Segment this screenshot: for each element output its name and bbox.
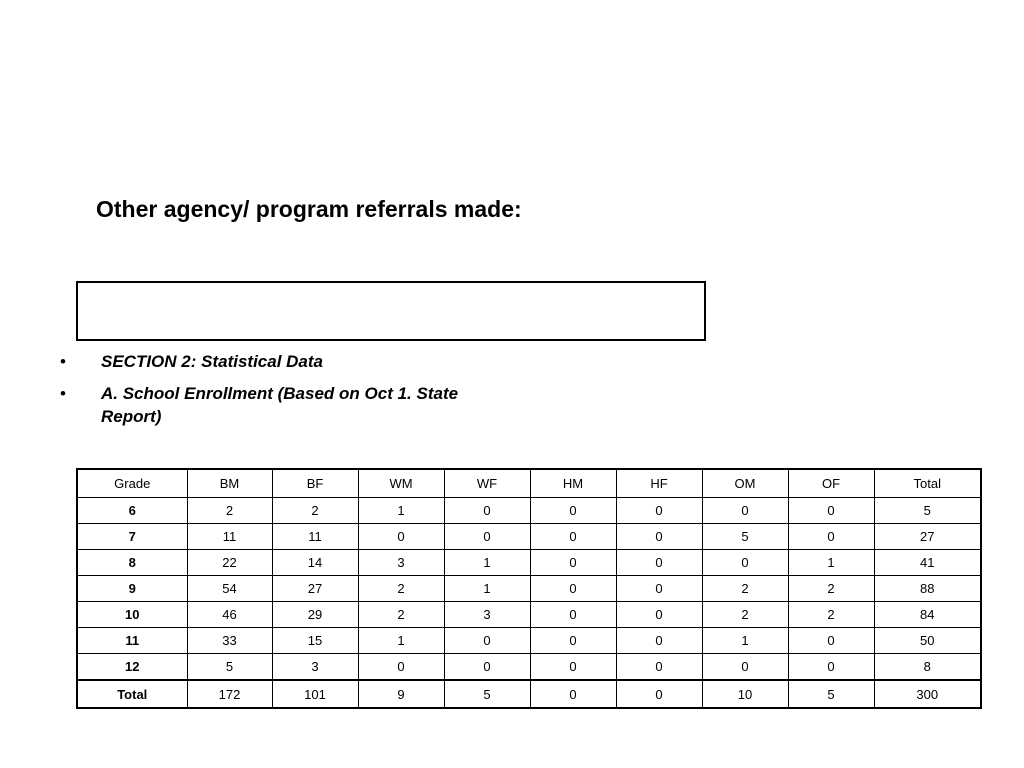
table-cell: 0 bbox=[530, 524, 616, 550]
table-cell: 5 bbox=[874, 498, 981, 524]
table-cell: 0 bbox=[530, 654, 616, 681]
table-cell: 2 bbox=[788, 576, 874, 602]
table-cell: 0 bbox=[616, 524, 702, 550]
referrals-box bbox=[76, 281, 706, 341]
table-cell: 2 bbox=[358, 576, 444, 602]
table-cell: 0 bbox=[530, 680, 616, 708]
table-cell: 0 bbox=[702, 498, 788, 524]
column-header: OF bbox=[788, 469, 874, 498]
bullet-marker: • bbox=[60, 384, 66, 403]
table-cell: 84 bbox=[874, 602, 981, 628]
row-header-cell: 11 bbox=[77, 628, 187, 654]
table-cell: 0 bbox=[616, 680, 702, 708]
table-cell: 0 bbox=[616, 498, 702, 524]
table-cell: 11 bbox=[272, 524, 358, 550]
column-header: HM bbox=[530, 469, 616, 498]
table-cell: 2 bbox=[187, 498, 272, 524]
table-cell: 0 bbox=[616, 654, 702, 681]
table-cell: 54 bbox=[187, 576, 272, 602]
table-cell: 41 bbox=[874, 550, 981, 576]
table-cell: 1 bbox=[444, 550, 530, 576]
table-row bbox=[77, 550, 981, 576]
table-cell: 0 bbox=[444, 654, 530, 681]
table-cell: 29 bbox=[272, 602, 358, 628]
column-header: OM bbox=[702, 469, 788, 498]
table-cell: 27 bbox=[874, 524, 981, 550]
table-cell: 3 bbox=[272, 654, 358, 681]
table-cell: 3 bbox=[444, 602, 530, 628]
table-cell: 0 bbox=[616, 550, 702, 576]
table-row bbox=[77, 654, 981, 681]
table-cell: 172 bbox=[187, 680, 272, 708]
bullet-marker: • bbox=[60, 352, 66, 371]
table-cell: 5 bbox=[702, 524, 788, 550]
table-cell: 5 bbox=[444, 680, 530, 708]
table-cell: 0 bbox=[788, 524, 874, 550]
table-cell: 0 bbox=[358, 524, 444, 550]
table-cell: 3 bbox=[358, 550, 444, 576]
table-row bbox=[77, 628, 981, 654]
table-cell: 0 bbox=[444, 498, 530, 524]
bullet-section-2 bbox=[60, 350, 461, 373]
table-total-row bbox=[77, 680, 981, 708]
column-header: BF bbox=[272, 469, 358, 498]
table-cell: 9 bbox=[358, 680, 444, 708]
table-cell: 0 bbox=[788, 654, 874, 681]
table-cell: 2 bbox=[358, 602, 444, 628]
row-header-cell: 8 bbox=[77, 550, 187, 576]
enrollment-table bbox=[76, 468, 982, 709]
table-cell: 1 bbox=[358, 498, 444, 524]
table-cell: 0 bbox=[530, 576, 616, 602]
table-cell: 15 bbox=[272, 628, 358, 654]
table-cell: 300 bbox=[874, 680, 981, 708]
row-header-cell: 12 bbox=[77, 654, 187, 681]
table-cell: 0 bbox=[702, 654, 788, 681]
column-header: Grade bbox=[77, 469, 187, 498]
table-cell: 0 bbox=[530, 628, 616, 654]
page-heading: Other agency/ program referrals made: bbox=[96, 196, 522, 222]
table-cell: 11 bbox=[187, 524, 272, 550]
table-cell: 101 bbox=[272, 680, 358, 708]
table-cell: 2 bbox=[272, 498, 358, 524]
table-cell: 0 bbox=[788, 628, 874, 654]
table-cell: 5 bbox=[187, 654, 272, 681]
table-cell: 8 bbox=[874, 654, 981, 681]
table-cell: 46 bbox=[187, 602, 272, 628]
table-cell: 2 bbox=[702, 602, 788, 628]
table-cell: 1 bbox=[702, 628, 788, 654]
table-cell: 2 bbox=[702, 576, 788, 602]
row-header-cell: 9 bbox=[77, 576, 187, 602]
table-cell: 1 bbox=[788, 550, 874, 576]
column-header: Total bbox=[874, 469, 981, 498]
table-row bbox=[77, 524, 981, 550]
table-cell: 88 bbox=[874, 576, 981, 602]
table-cell: 0 bbox=[358, 654, 444, 681]
table-cell: 1 bbox=[444, 576, 530, 602]
table-cell: 1 bbox=[358, 628, 444, 654]
table-cell: 2 bbox=[788, 602, 874, 628]
column-header: HF bbox=[616, 469, 702, 498]
table-cell: 0 bbox=[702, 550, 788, 576]
table-cell: 22 bbox=[187, 550, 272, 576]
table-cell: 10 bbox=[702, 680, 788, 708]
row-header-cell: 7 bbox=[77, 524, 187, 550]
table-cell: 0 bbox=[616, 602, 702, 628]
table-cell: 0 bbox=[444, 628, 530, 654]
table-cell: 14 bbox=[272, 550, 358, 576]
table-cell: 33 bbox=[187, 628, 272, 654]
table-row bbox=[77, 602, 981, 628]
table-cell: 5 bbox=[788, 680, 874, 708]
column-header: WF bbox=[444, 469, 530, 498]
row-header-cell: 6 bbox=[77, 498, 187, 524]
column-header: WM bbox=[358, 469, 444, 498]
table-cell: 0 bbox=[788, 498, 874, 524]
bullet-school-enrollment bbox=[60, 382, 461, 428]
table-cell: 0 bbox=[444, 524, 530, 550]
table-row bbox=[77, 576, 981, 602]
table-cell: 50 bbox=[874, 628, 981, 654]
row-header-cell: 10 bbox=[77, 602, 187, 628]
row-header-cell: Total bbox=[77, 680, 187, 708]
column-header: BM bbox=[187, 469, 272, 498]
table-row bbox=[77, 498, 981, 524]
table-cell: 0 bbox=[616, 628, 702, 654]
table-cell: 0 bbox=[616, 576, 702, 602]
table-body bbox=[77, 498, 981, 709]
bullet-text: SECTION 2: Statistical Data bbox=[101, 352, 324, 371]
table-cell: 27 bbox=[272, 576, 358, 602]
section-bullets bbox=[60, 350, 461, 437]
table-cell: 0 bbox=[530, 550, 616, 576]
bullet-text: A. School Enrollment (Based on Oct 1. State Report) bbox=[101, 384, 459, 426]
table-cell: 0 bbox=[530, 498, 616, 524]
table-cell: 0 bbox=[530, 602, 616, 628]
table-header-row bbox=[77, 469, 981, 498]
